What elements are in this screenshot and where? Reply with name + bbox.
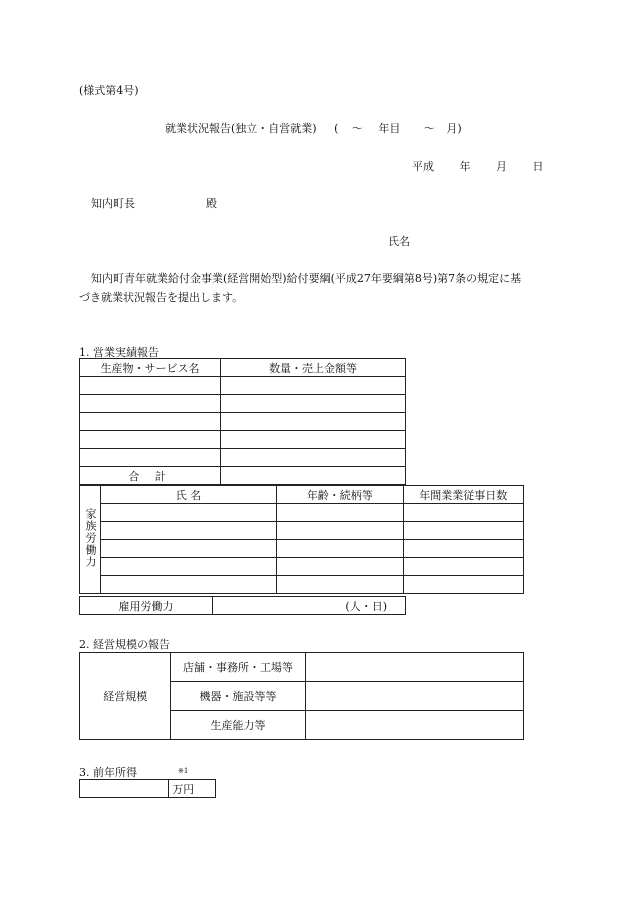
product-cell[interactable] (80, 395, 221, 413)
hired-labor-table (79, 596, 406, 615)
body-line-2: づき就業状況報告を提出します。 (79, 291, 244, 304)
table-row (80, 431, 406, 449)
table-row (80, 522, 524, 540)
title-tilde-1: 〜 (351, 122, 363, 135)
col-product-header: 生産物・サービス名 (80, 359, 221, 377)
scale-table (79, 652, 524, 740)
date-era: 平成 (412, 160, 434, 173)
family-labor-label: 家族労働力 (83, 508, 97, 568)
title-year: 年目 (378, 122, 401, 135)
total-label: 合 計 (80, 467, 221, 485)
total-amount-cell[interactable] (221, 467, 406, 485)
addressee-honorific: 殿 (206, 197, 217, 210)
table-row (80, 540, 524, 558)
applicant-name-label: 氏名 (388, 235, 410, 248)
note-mark: ※1 (178, 767, 189, 775)
product-cell[interactable] (80, 449, 221, 467)
date-year: 年 (459, 160, 471, 173)
amount-cell[interactable] (221, 377, 406, 395)
scale-row-equipment: 機器・施設等等 (171, 682, 305, 711)
scale-capacity-value[interactable] (305, 711, 523, 740)
scale-row-capacity: 生産能力等 (171, 711, 305, 740)
name-cell[interactable] (100, 576, 276, 594)
title-open-paren: ( (334, 122, 339, 135)
table-row (80, 558, 524, 576)
table-row (80, 449, 406, 467)
table-row (80, 576, 524, 594)
form-number: (様式第4号) (79, 84, 139, 97)
date-day: 日 (532, 160, 544, 173)
scale-label: 経営規模 (80, 653, 171, 740)
income-value-cell[interactable] (80, 780, 169, 798)
name-cell[interactable] (100, 558, 276, 576)
product-cell[interactable] (80, 413, 221, 431)
title-main: 就業状況報告(独立・自営就業) (165, 122, 317, 135)
product-cell[interactable] (80, 431, 221, 449)
table-row (80, 504, 524, 522)
scale-shops-value[interactable] (305, 653, 523, 682)
form-title (165, 120, 462, 136)
amount-cell[interactable] (221, 395, 406, 413)
col-amount-header: 数量・売上金額等 (221, 359, 406, 377)
product-cell[interactable] (80, 377, 221, 395)
hired-labor-label: 雇用労働力 (80, 597, 213, 615)
section2-heading: 2. 経営規模の報告 (79, 638, 170, 651)
amount-cell[interactable] (221, 449, 406, 467)
name-cell[interactable] (100, 540, 276, 558)
body-line-1: 知内町青年就業給付金事業(経営開始型)給付要綱(平成27年要綱第8号)第7条の規定に基 (91, 272, 522, 285)
age-cell[interactable] (277, 540, 403, 558)
days-cell[interactable] (403, 540, 523, 558)
scale-row-shops: 店舗・事務所・工場等 (171, 653, 305, 682)
addressee-name: 知内町長 (91, 197, 135, 210)
title-tilde-2: 〜 (423, 122, 435, 135)
hired-labor-unit[interactable]: (人・日) (212, 597, 405, 615)
name-cell[interactable] (100, 504, 276, 522)
scale-equipment-value[interactable] (305, 682, 523, 711)
family-labor-table (79, 485, 524, 594)
name-cell[interactable] (100, 522, 276, 540)
days-cell[interactable] (403, 522, 523, 540)
table-row (80, 395, 406, 413)
age-cell[interactable] (277, 522, 403, 540)
col-name-header: 氏 名 (100, 486, 276, 504)
col-age-header: 年齢・続柄等 (277, 486, 403, 504)
days-cell[interactable] (403, 558, 523, 576)
sales-table (79, 358, 406, 485)
section3-heading: 3. 前年所得 (79, 766, 137, 779)
table-row (80, 413, 406, 431)
table-row (80, 377, 406, 395)
amount-cell[interactable] (221, 413, 406, 431)
section1-heading: 1. 営業実績報告 (79, 346, 159, 359)
days-cell[interactable] (403, 504, 523, 522)
income-table (79, 779, 216, 798)
days-cell[interactable] (403, 576, 523, 594)
income-unit: 万円 (169, 780, 216, 798)
date-line (412, 158, 544, 174)
amount-cell[interactable] (221, 431, 406, 449)
age-cell[interactable] (277, 558, 403, 576)
title-month: 月) (446, 122, 462, 135)
age-cell[interactable] (277, 576, 403, 594)
date-month: 月 (496, 160, 507, 173)
col-days-header: 年間業業従事日数 (403, 486, 523, 504)
age-cell[interactable] (277, 504, 403, 522)
